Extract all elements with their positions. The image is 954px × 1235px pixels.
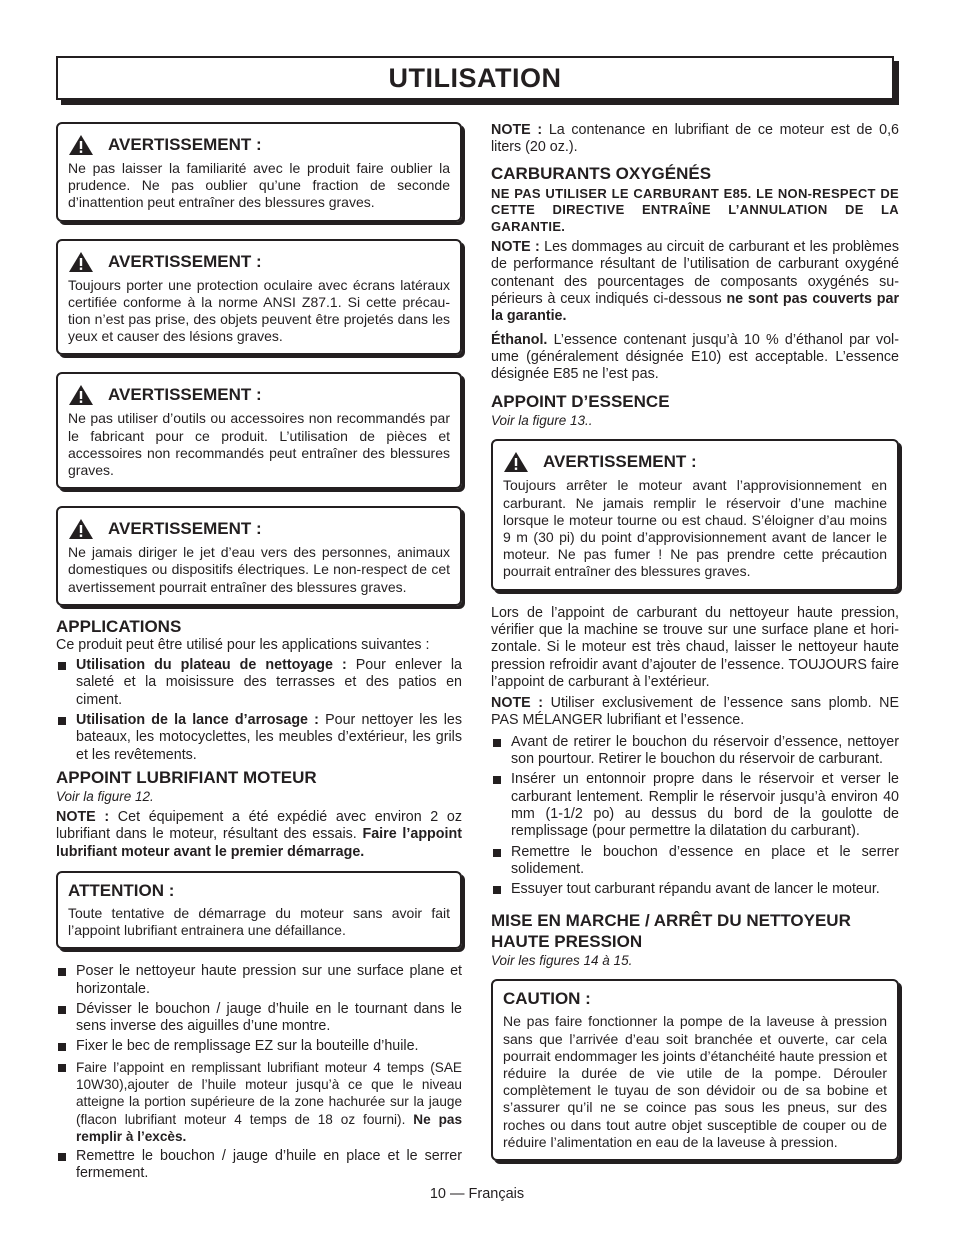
figure-reference: Voir la figure 12. [56, 788, 154, 804]
warning-box-3 [56, 372, 462, 489]
note-label: NOTE : [491, 239, 540, 256]
caution-box [491, 979, 899, 1161]
lubrifiant-heading: APPOINT LUBRIFIANT MOTEUR [56, 767, 317, 787]
list-item [56, 1059, 462, 1145]
warning-heading: AVERTISSEMENT : [108, 385, 262, 405]
right-column [491, 122, 899, 1161]
lubrifiant-note [56, 809, 462, 861]
list-item [56, 963, 462, 998]
note-bold: ne sont pas couverts par la garantie. [491, 290, 900, 325]
page-title-box [56, 56, 894, 100]
step-text: Remettre le bouchon / jauge d’huile en place et le serrer fermement. [76, 1148, 462, 1182]
warning-box-4 [56, 506, 462, 606]
attention-heading: ATTENTION : [68, 880, 175, 900]
warning-text: Ne pas utiliser d’outils ou accessoires non recommandés par le fabricant pour ce produit. L’utilisation de pièces et accessoires non recommandés peut entraîner des blessures graves. [68, 410, 450, 479]
figure-reference: Voir les figures 14 à 15. [491, 953, 633, 969]
note-top [491, 122, 899, 157]
attention-box [56, 871, 462, 949]
list-item: Avant de retirer le bouchon du réservoir d’essence, nettoyer son pourtour. Retirer le bouchon du réservoir de carburant. [491, 734, 899, 769]
item-label: Utilisation du plateau de nettoyage : [76, 657, 347, 674]
applications-list [56, 657, 462, 764]
step-text: Dévisser le bouchon / jauge d’huile en le tournant dans le sens inverse des aiguilles d’une montre. [76, 1000, 462, 1035]
attention-text: Toute tentative de démarrage du moteur sans avoir fait l’appoint lubrifiant entrainera une défaillance. [68, 904, 450, 939]
step-text: Faire l’appoint en remplissant lubrifiant moteur 4 temps (SAE 10W30),ajouter de l’huile moteur jusqu’à ce que le niveau atteigne la portion supérieure de la zone hachurée sur la jauge (flacon lubrifiant moteur 4 temps de 18 oz fourni). [76, 1059, 462, 1127]
note-label: NOTE : [56, 808, 110, 825]
warning-triangle-icon [503, 451, 529, 473]
warning-triangle-icon [68, 134, 94, 156]
figure-reference: Voir la figure 13.. [491, 413, 593, 429]
essence-heading: APPOINT D’ESSENCE [491, 392, 670, 412]
item-text: Pour enlever la saleté et la moisissure des terrasses et des patios en ciment. [76, 657, 462, 708]
warning-heading: AVERTISSEMENT : [108, 251, 262, 271]
warning-text: Toujours porter une protection oculaire avec écrans latéraux certifiée conforme à la norme ANSI Z87.1. Si cette précau-tion n’est pas prise, des objets peuvent être projetés dans les yeux et causer des lésions graves. [68, 276, 450, 345]
note-bold: Faire l’appoint lubrifiant moteur avant le premier démarrage. [56, 826, 462, 860]
warning-text: Ne jamais diriger le jet d’eau vers des personnes, animaux domestiques ou dispositifs électriques. Le non-respect de cet avertissement pourrait entraîner des blessures graves. [68, 544, 450, 595]
page-footer: 10 — Français [429, 1186, 525, 1202]
item-text: Pour nettoyer les les bateaux, les motocyclettes, les meubles d’extérieur, les grils et les revêtements. [76, 712, 462, 763]
warning-text: Toujours arrêter le moteur avant l’approvisionnement en carburant. Ne jamais remplir le réservoir d’une machine lorsque le moteur tourne ou est chaud. S’éloigner d’au moins 9 m (30 pi) du point d’approvisionnement avant de lancer le moteur. Ne pas fumer ! Ne pas prendre cette précaution pourrait entraîner des blessures graves. [503, 477, 887, 580]
essence-paragraph: Lors de l’appoint de carburant du nettoyeur haute pression, vérifier que la machine se trouve sur une surface plane et hori-zontale. Si le moteur est très chaud, laisser le nettoyeur haute pression refroidir avant d’ajouter de l’essence. TOUJOURS faire l’appoint de carburant à l’extérieur. [491, 604, 899, 690]
list-item [56, 1148, 462, 1183]
note-text: Utiliser exclusivement de l’essence sans plomb. NE PAS MÉLANGER lubrifiant et l’essence. [491, 695, 899, 729]
list-item: Essuyer tout carburant répandu avant de lancer le moteur. [491, 881, 899, 898]
essence-note [491, 695, 899, 730]
list-item [56, 1001, 462, 1036]
warning-heading: AVERTISSEMENT : [108, 519, 262, 539]
step-text: Fixer le bec de remplissage EZ sur la bouteille d’huile. [76, 1038, 419, 1055]
note-label: NOTE : [491, 695, 544, 712]
list-item [56, 712, 462, 764]
carburants-heading: CARBURANTS OXYGÉNÉS [491, 163, 712, 183]
applications-intro: Ce produit peut être utilisé pour les applications suivantes : [56, 636, 430, 653]
applications-heading: APPLICATIONS [56, 616, 182, 636]
ethanol-text [491, 332, 899, 384]
note-text: La contenance en lubrifiant de ce moteur est de 0,6 liters (20 oz.). [491, 122, 899, 156]
warning-heading: AVERTISSEMENT : [543, 452, 697, 472]
warning-box-2 [56, 239, 462, 356]
warning-triangle-icon [68, 384, 94, 406]
step-bold: Ne pas remplir à l’excès. [76, 1111, 463, 1144]
warning-triangle-icon [68, 251, 94, 273]
caution-heading: CAUTION : [503, 989, 591, 1009]
warning-text: Ne pas laisser la familiarité avec le produit faire oublier la prudence. Ne pas oublier qu’une fraction de seconde d’inattention peut entraîner des blessures graves. [68, 160, 450, 211]
essence-warning-box [491, 439, 899, 590]
carburants-note [491, 239, 899, 325]
warning-box-1 [56, 122, 462, 222]
warning-heading: AVERTISSEMENT : [108, 135, 262, 154]
note-label: NOTE : [491, 122, 543, 138]
marche-heading: MISE EN MARCHE / ARRÊT DU NETTOYEUR HAUTE PRESSION [491, 911, 851, 952]
note-text: Cet équipement a été expédié avec environ 2 oz lubrifiant dans le moteur, résultant des essais. [56, 808, 463, 843]
note-text: Les dommages au circuit de carburant et les problèmes de performance résultant de l’utilisation de carburant oxygéné contenant des pourcentages de composants oxygénés su-périeurs à ceux indiqués ci-dessous [491, 239, 900, 307]
warning-triangle-icon [68, 518, 94, 540]
carburants-caps-warning: NE PAS UTILISER LE CARBURANT E85. LE NON-RESPECT DE CETTE DIRECTIVE ENTRAÎNE L’ANNULATION DE LA GARANTIE. [491, 185, 899, 234]
ethanol-body: L’essence contenant jusqu’à 10 % d’éthanol par vol-ume (généralement désignée E10) est acceptable. L’essence désignée E85 ne l’est pas. [491, 331, 899, 383]
ethanol-label: Éthanol. [491, 331, 548, 348]
step-text: Poser le nettoyeur haute pression sur une surface plane et horizontale. [76, 963, 462, 997]
left-column [56, 122, 462, 1186]
list-item [56, 657, 462, 709]
essence-steps [491, 734, 899, 899]
lubrifiant-steps [56, 963, 462, 1183]
page-title: UTILISATION [388, 62, 562, 93]
item-label: Utilisation de la lance d’arrosage : [76, 712, 319, 729]
list-item: Remettre le bouchon d’essence en place et le serrer solidement. [491, 844, 899, 879]
caution-text: Ne pas faire fonctionner la pompe de la laveuse à pression sans que l’arrivée d’eau soit branchée et ouverte, car cela pourrait endommager les joints d’étanchéité haute pression et réduire la durée de vie utile de la pompe. Dérouler complètement le tuyau de son dévidoir ou de sa bobine et s’assurer qu’il ne se coince pas sous les pneus, sur des roches ou dans tout autre objet susceptible de couper ou de réduire l’alimentation en eau de la laveuse à pression. [503, 1013, 887, 1150]
list-item: Insérer un entonnoir propre dans le réservoir et verser le carburant lentement. Remplir le réservoir jusqu’à environ 40 mm (1-1/2 po) au dessus du bord de la goulotte de remplissage (pour permettre la dilatation du carburant). [491, 771, 899, 840]
list-item [56, 1038, 462, 1055]
